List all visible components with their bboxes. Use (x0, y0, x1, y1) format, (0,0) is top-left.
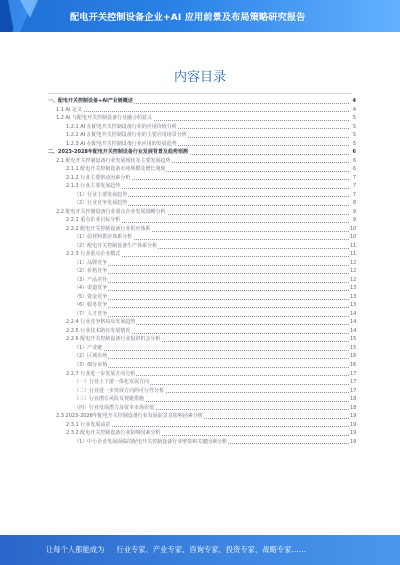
toc-entry[interactable] (48, 404, 356, 413)
toc-entry[interactable] (48, 412, 356, 421)
toc-entry-page: 12 (350, 276, 357, 283)
toc-leader-dots (56, 111, 349, 112)
toc-entry-page: 14 (350, 327, 357, 334)
toc-entry-title: （一）行业上下游一体化发展方向 (74, 379, 150, 386)
toc-leader-dots (74, 307, 349, 308)
footer-banner (0, 535, 400, 565)
toc-entry-page: 14 (350, 310, 357, 317)
toc-leader-dots (74, 273, 349, 274)
toc-entry[interactable] (48, 293, 356, 302)
toc-entry[interactable] (48, 148, 356, 157)
toc-entry[interactable] (48, 259, 356, 268)
toc-entry-title: 一、配电开关控制设备+AI产业链概述 (48, 98, 133, 104)
toc-entry-title: 2.2 配电开关控制设备行业重点企业发展战略分析 (56, 208, 166, 215)
toc-leader-dots (74, 316, 349, 317)
footer-slogan (46, 545, 306, 555)
toc-entry-page: 8 (350, 199, 356, 208)
toc-entry-title: （2）价格竞争 (74, 268, 108, 275)
toc-entry-title: （2）区域市场 (74, 353, 108, 360)
toc-entry[interactable] (48, 191, 356, 200)
toc-leader-dots (74, 282, 349, 283)
toc-entry-title: 2.1.2 行业主要驱动因素分析 (66, 174, 131, 181)
toc-entry-title: （1）行业主要发展趋势 (74, 191, 128, 198)
toc-entry[interactable] (48, 174, 356, 183)
toc-entry-page: 4 (350, 106, 356, 115)
toc-leader-dots (74, 265, 349, 266)
toc-entry[interactable] (48, 395, 356, 404)
toc-entry[interactable] (48, 352, 356, 361)
toc-entry[interactable] (48, 429, 356, 438)
toc-leader-dots (74, 290, 349, 291)
toc-heading-divider (48, 93, 352, 94)
toc-entry[interactable] (48, 284, 356, 293)
toc-entry[interactable] (48, 140, 356, 149)
toc-entry-title: 2.3.1 行业发展前景 (66, 421, 111, 428)
toc-entry-page: 19 (350, 430, 357, 437)
toc-leader-dots (74, 350, 349, 351)
toc-entry[interactable] (48, 250, 356, 259)
toc-entry-title: 二、2023-2028年配电开关控制设备行业发展背景及趋势预测 (48, 149, 188, 156)
toc-entry[interactable] (48, 387, 356, 396)
toc-entry-page: 7 (350, 191, 356, 200)
toc-entry-title: （二）行业进一步发展方向的可行性分析 (74, 387, 165, 394)
toc-entry-page: 4 (350, 97, 356, 106)
toc-entry-title: 2.2.2 配电开关控制设备行业供应体系 (66, 225, 151, 232)
toc-entry-page: 12 (350, 259, 357, 266)
toc-entry-title: 1.2 AI 与配电开关控制设备行业融合的意义 (56, 115, 153, 122)
toc-heading: 内容目录 (173, 70, 226, 85)
footer-left-text: 让每个人都能成为 (46, 545, 105, 554)
toc-entry-title: 2.2.3 行业重点企业模式 (66, 251, 121, 258)
toc-entry-title: （1）品牌竞争 (74, 259, 108, 266)
toc-entry[interactable] (48, 310, 356, 319)
toc-entry[interactable] (48, 97, 356, 106)
footer-right-text: 行业专家、产业专家、咨询专家、投资专家、战略专家…… (116, 545, 307, 554)
toc-entry-page: 16 (350, 361, 357, 368)
toc-entry-page: 17 (350, 370, 357, 377)
toc-entry-title: （1）原材料供应体系分析 (74, 234, 133, 241)
toc-entry[interactable] (48, 438, 356, 447)
toc-entry[interactable] (48, 233, 356, 242)
toc-entry-title: （3）细分市场 (74, 361, 108, 368)
toc-entry[interactable] (48, 106, 356, 115)
toc-entry-title: 2.3 2023-2028年配电开关控制设备行业发展前景及影响因素分析 (56, 413, 203, 420)
toc-entry-page: 17 (350, 387, 357, 394)
toc-entry[interactable] (48, 216, 356, 225)
toc-entry[interactable] (48, 378, 356, 387)
toc-entry-page: 10 (350, 225, 357, 232)
toc-entry[interactable] (48, 157, 356, 166)
toc-entry[interactable] (48, 344, 356, 353)
toc-entry-page: 18 (350, 396, 357, 403)
toc-entry[interactable] (48, 276, 356, 285)
toc-entry[interactable] (48, 182, 356, 191)
toc-entry-title: （2）行业竞争发展趋势 (74, 200, 128, 207)
toc-entry-page: 6 (350, 157, 356, 166)
toc-entry-page: 15 (350, 344, 357, 351)
toc-entry-title: （5）资金竞争 (74, 293, 108, 300)
toc-entry-title: 2.2.5 行业技术路径发展情况 (66, 327, 131, 334)
toc-entry-page: 5 (350, 123, 356, 132)
toc-entry-title: 2.2.1 重点企业目标分析 (66, 217, 121, 224)
toc-entry[interactable] (48, 327, 356, 336)
toc-entry-page: 19 (350, 413, 357, 420)
toc-entry-page: 13 (350, 285, 357, 292)
logo-mark-icon (0, 0, 38, 32)
toc-entry-page: 17 (350, 379, 357, 386)
report-title: 配电开关控制设备企业+AI 应用前景及布局策略研究报告 (70, 12, 306, 23)
toc-entry[interactable] (48, 421, 356, 430)
toc-entry-page: 12 (350, 268, 357, 275)
toc-entry-page: 7 (350, 174, 356, 183)
toc-entry[interactable] (48, 123, 356, 132)
toc-entry-title: 2.1.1 配电开关控制设备市场规模及增长速度 (66, 166, 166, 173)
toc-entry[interactable] (48, 242, 356, 251)
toc-entry-page: 10 (350, 234, 357, 241)
toc-entry-page: 6 (350, 165, 356, 174)
toc-entry-page: 19 (350, 421, 357, 428)
toc-entry-title: （3）产品差异 (74, 276, 108, 283)
toc-entry-page: 9 (350, 208, 356, 217)
toc-leader-dots (74, 358, 349, 359)
toc-entry-title: 2.2.6 配电开关控制设备行业投资机会分析 (66, 336, 161, 343)
toc-entry-title: （7）人才竞争 (74, 310, 108, 317)
toc-entry-title: 1.2.1 AI 在配电开关控制设备行业的应用价值分析 (66, 123, 177, 130)
toc-entry-title: （四）行业发展潜力及资本市场价值 (74, 404, 155, 411)
toc-entry-page: 19 (350, 438, 357, 445)
toc-entry-page: 14 (350, 319, 357, 326)
toc-entry-page: 13 (350, 302, 357, 309)
toc-entry-page: 18 (350, 404, 357, 411)
toc-entry[interactable] (48, 370, 356, 379)
toc-entry[interactable] (48, 301, 356, 310)
toc-entry[interactable] (48, 131, 356, 140)
toc-entry-page: 7 (350, 182, 356, 191)
toc-entry-title: 1.2.3 AI 在配电开关控制设备行业应用的发展趋势 (66, 140, 177, 147)
header-banner (0, 0, 400, 32)
toc-entry-title: 2.1.3 行业主要发展趋势 (66, 183, 121, 190)
toc-entry[interactable] (48, 361, 356, 370)
toc-entry-page: 6 (350, 148, 356, 157)
table-of-contents (48, 97, 356, 446)
toc-entry[interactable] (48, 267, 356, 276)
toc-entry[interactable] (48, 335, 356, 344)
toc-entry-page: 9 (350, 216, 356, 225)
toc-entry-page: 15 (350, 336, 357, 343)
toc-entry-title: （6）服务竞争 (74, 302, 108, 309)
toc-leader-dots (74, 299, 349, 300)
toc-entry[interactable] (48, 114, 356, 123)
toc-entry-page: 5 (350, 114, 356, 123)
toc-entry-page: 13 (350, 293, 357, 300)
toc-entry-title: （4）渠道竞争 (74, 285, 108, 292)
toc-entry[interactable] (48, 165, 356, 174)
toc-entry[interactable] (48, 208, 356, 217)
toc-leader-dots (74, 367, 349, 368)
toc-entry-title: 1.1 AI 定义 (56, 106, 83, 113)
toc-entry[interactable] (48, 225, 356, 234)
toc-entry-title: 2.2.7 行业进一步发展方向分析 (66, 370, 136, 377)
toc-entry-title: （2）配电开关控制设备生产体系分析 (74, 242, 158, 249)
toc-entry-page: 11 (350, 242, 357, 249)
toc-entry-page: 5 (350, 140, 356, 149)
toc-entry-title: 1.2.2 AI 在配电开关控制设备行业的主要应用场景分析 (66, 132, 187, 139)
toc-entry-title: 2.2.4 行业竞争格局及发展趋势 (66, 319, 136, 326)
toc-entry-page: 5 (350, 131, 356, 140)
toc-entry-page: 11 (350, 251, 357, 258)
toc-entry-title: （1）中小企业发展面临的配电开关控制设备行业壁垒和关键因素分析 (74, 438, 228, 445)
toc-entry[interactable] (48, 318, 356, 327)
toc-entry-title: 2.1 配电开关控制设备行业发展现状及主要发展趋势 (56, 157, 171, 164)
toc-entry-title: 2.3.2 配电开关控制设备行业影响因素分析 (66, 430, 161, 437)
toc-entry-title: （三）行业潜在风险及规避措施 (74, 396, 145, 403)
toc-entry-page: 16 (350, 353, 357, 360)
toc-entry-title: （1）产业链 (74, 344, 103, 351)
toc-entry[interactable] (48, 199, 356, 208)
